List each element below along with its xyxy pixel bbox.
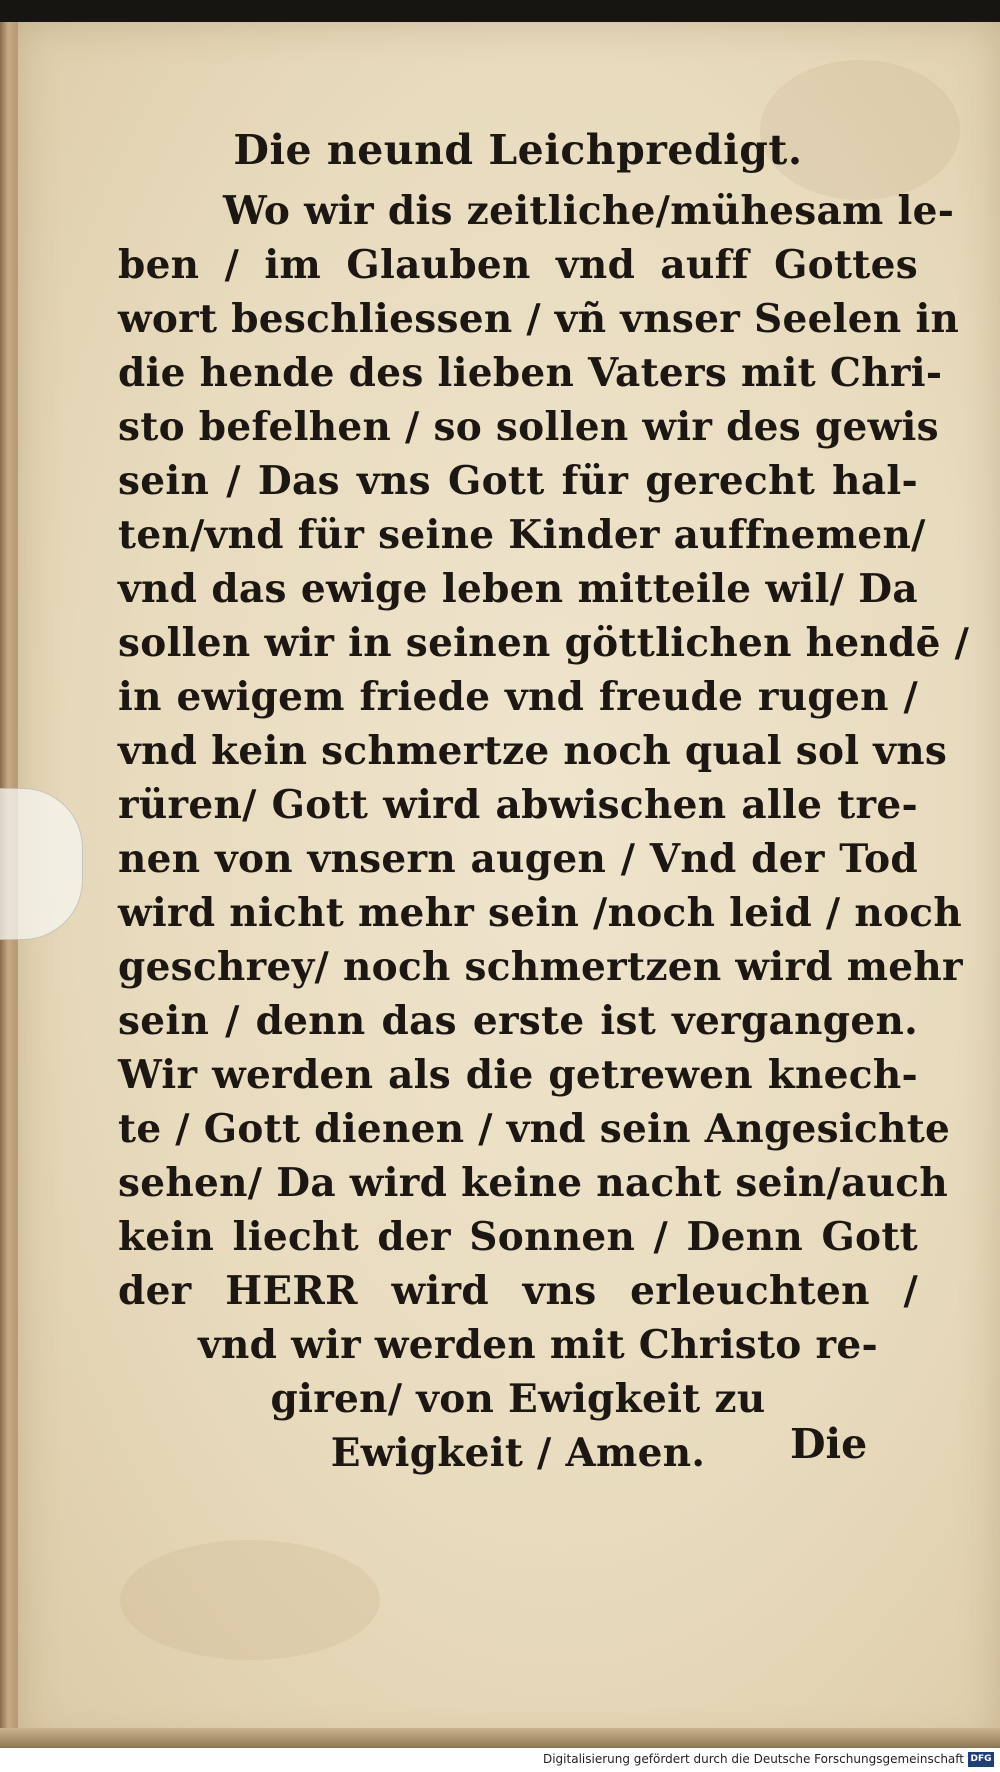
text-line: sto befelhen / so sollen wir des gewis [118, 404, 939, 450]
text-line: die hende des lieben Vaters mit Chri- [118, 350, 943, 396]
text-line: sein / Das vns Gott für gerecht hal- [118, 458, 918, 504]
text-line: in ewigem friede vnd freude rugen / [118, 674, 918, 720]
text-line: sehen/ Da wird keine nacht sein/auch [118, 1160, 948, 1206]
text-block [118, 120, 970, 1480]
paper-stain [120, 1540, 380, 1660]
text-line: te / Gott dienen / vnd sein Angesichte [118, 1106, 951, 1152]
text-line: Wir werden als die getrewen knech- [118, 1052, 918, 1098]
text-line: sein / denn das erste ist vergangen. [118, 998, 918, 1044]
text-line: geschrey/ noch schmertzen wird mehr [118, 944, 963, 990]
text-line: wird nicht mehr sein /noch leid / noch [118, 890, 962, 936]
text-line: Wo wir dis zeitliche/mühesam le- [223, 188, 955, 234]
page-title: Die neund Leichpredigt. [233, 126, 803, 174]
text-line: rüren/ Gott wird abwischen alle tre- [118, 782, 918, 828]
text-line: ten/vnd für seine Kinder auffnemen/ [118, 512, 926, 558]
text-line: Ewigkeit / Amen. [330, 1430, 706, 1476]
scan-top-border [0, 0, 1000, 22]
text-line: vnd kein schmertze noch qual sol vns [118, 728, 948, 774]
text-line: sollen wir in seinen göttlichen hendē / [118, 620, 970, 666]
text-line: vnd das ewige leben mitteile wil/ Da [118, 566, 918, 612]
text-line: giren/ von Ewigkeit zu [270, 1376, 766, 1422]
dfg-logo: DFG [968, 1752, 994, 1767]
text-line: ben / im Glauben vnd auff Gottes [118, 242, 918, 288]
text-line: nen von vnsern augen / Vnd der Tod [118, 836, 918, 882]
text-line: wort beschliessen / vñ vnser Seelen in [118, 296, 960, 342]
funding-notice: Digitalisierung gefördert durch die Deutsche Forschungsgemeinschaft [542, 1752, 964, 1766]
page-bottom-edge [0, 1728, 1000, 1748]
text-line: der HERR wird vns erleuchten / [118, 1268, 918, 1314]
catchword: Die [790, 1420, 868, 1468]
text-line: vnd wir werden mit Christo re- [198, 1322, 878, 1368]
text-line: kein liecht der Sonnen / Denn Gott [118, 1214, 918, 1260]
